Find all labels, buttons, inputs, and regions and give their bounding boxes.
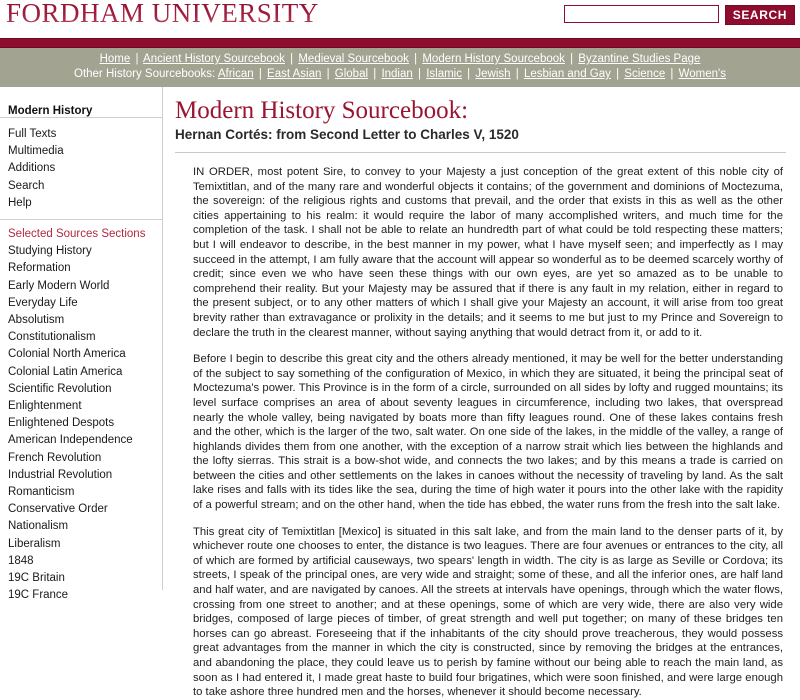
nav-separator: | xyxy=(616,68,620,80)
nav-separator: | xyxy=(373,68,377,80)
sidebar-item-19c-britain[interactable]: 19C Britain xyxy=(8,572,65,585)
nav-link-womens[interactable]: Women's xyxy=(678,68,726,80)
page-title: Modern History Sourcebook: xyxy=(175,97,469,124)
document-body xyxy=(175,165,786,700)
nav-link-home[interactable]: Home xyxy=(99,53,131,65)
sidebar-heading-selected-sources-sections: Selected Sources Sections xyxy=(8,228,146,241)
nav-link-modern-history-sourcebook[interactable]: Modern History Sourcebook xyxy=(422,53,565,65)
sidebar-item-conservative-order[interactable]: Conservative Order xyxy=(8,503,108,516)
sidebar-item-scientific-revolution[interactable]: Scientific Revolution xyxy=(8,382,112,395)
sidebar-item-multimedia[interactable]: Multimedia xyxy=(8,145,64,158)
nav-separator: | xyxy=(467,68,471,80)
nav-link-science[interactable]: Science xyxy=(624,68,666,80)
body-paragraph: Before I begin to describe this great city and the others already mentioned, it may be well for the better understanding of the subject to say something of the configuration of Mexico, in which they are situated, it being the principal seat of Moctezuma's power. This Province is in the form of a circle, surrounded on all sides by lofty and rugged mountains; its level surface comprises an area of about seventy leagues in circumference, including two lakes, that overspread nearly the whole valley, being navigated by boats more than fifty leagues round. One of these lakes contains fresh and the other, which is the larger of the two, salt water. On one side of the lakes, in the middle of the valley, a range of highlands divides them from one another, with the exception of a narrow strait which lies between the highlands and the lofty sierras. This strait is a bow-shot wide, and connects the two lakes; and by this means a trade is carried on between the cities and other settlements on the lakes in canoes without the necessity of traveling by land. As the salt lake rises and falls with its tides like the sea, during the time of high water it pours into the other lake with the rapidity of a powerful stream; and on the other hand, when the tide has ebbed, the water runs from the fresh into the salt lake. xyxy=(193,353,783,512)
page-subtitle: Hernan Cortés: from Second Letter to Charles V, 1520 xyxy=(175,127,519,142)
search-input[interactable] xyxy=(564,5,719,23)
masthead xyxy=(0,0,800,38)
nav-separator: | xyxy=(515,68,519,80)
maroon-rule xyxy=(0,38,800,48)
sidebar-item-constitutionalism[interactable]: Constitutionalism xyxy=(8,331,96,344)
nav-separator: | xyxy=(670,68,674,80)
sidebar-group-tools xyxy=(0,118,162,219)
nav-separator: | xyxy=(417,68,421,80)
sidebar-item-nationalism[interactable]: Nationalism xyxy=(8,520,69,533)
nav-link-east-asian[interactable]: East Asian xyxy=(267,68,322,80)
sidebar-item-studying-history[interactable]: Studying History xyxy=(8,245,92,258)
search-button[interactable]: SEARCH xyxy=(725,5,795,25)
nav-link-african[interactable]: African xyxy=(217,68,254,80)
sidebar-item-colonial-north-america[interactable]: Colonial North America xyxy=(8,348,126,361)
sidebar-item-enlightenment[interactable]: Enlightenment xyxy=(8,400,82,413)
nav-separator: | xyxy=(570,53,574,65)
nav-link-islamic[interactable]: Islamic xyxy=(426,68,462,80)
sidebar-item-romanticism[interactable]: Romanticism xyxy=(8,486,75,499)
sidebar-item-search[interactable]: Search xyxy=(8,179,45,192)
body-paragraph: IN ORDER, most potent Sire, to convey to your Majesty a just conception of the great extent of this noble city of Temixtitlan, and of the many rare and wonderful objects it contains; of the government and dominions of Moctezuma, the sovereign: of the religious rights and customs that prevail, and the order that exists in this as well as the other cities appertaining to his realm: it would require the labor of many accomplished writers, and much time for the completion of the task. I shall not be able to relate an hundredth part of what could be told respecting these matters; but I will endeavor to describe, in the best manner in my power, what I have myself seen; and imperfectly as I may succeed in the attempt, I am fully aware that the account will appear so wonderful as to be deemed scarcely worthy of credit; since even we who have seen these things with our own eyes, are yet so amazed as to be unable to comprehend their reality. But your Majesty may be assured that if there is any fault in my relation, either in regard to the present subject, or to any other matters of which I shall give your Majesty an account, it will arise from too great brevity rather than extravagance or prolixity in the details; and it seems to me but just to my Prince and Sovereign to declare the truth in the clearest manner, without saying anything that would detract from it, or add to it. xyxy=(193,166,783,339)
site-search xyxy=(564,5,795,25)
nav-separator: | xyxy=(290,53,294,65)
nav-link-medieval-sourcebook[interactable]: Medieval Sourcebook xyxy=(298,53,409,65)
title-rule xyxy=(175,152,786,153)
nav-separator: | xyxy=(414,53,418,65)
sidebar-item-reformation[interactable]: Reformation xyxy=(8,262,71,275)
sidebar-item-enlightened-despots[interactable]: Enlightened Despots xyxy=(8,417,115,430)
nav-link-lesbian-and-gay[interactable]: Lesbian and Gay xyxy=(523,68,611,80)
sidebar-group-sections xyxy=(0,220,162,611)
nav-link-indian[interactable]: Indian xyxy=(381,68,413,80)
sidebar-title: Modern History xyxy=(8,105,93,117)
sidebar xyxy=(0,87,163,602)
nav-separator: | xyxy=(135,53,139,65)
nav-link-jewish[interactable]: Jewish xyxy=(475,68,511,80)
nav-secondary-row xyxy=(0,67,800,82)
sidebar-item-everyday-life[interactable]: Everyday Life xyxy=(8,296,78,309)
nav-separator: | xyxy=(258,68,262,80)
nav-link-ancient-history-sourcebook[interactable]: Ancient History Sourcebook xyxy=(143,53,285,65)
sidebar-item-liberalism[interactable]: Liberalism xyxy=(8,537,61,550)
nav-secondary-label: Other History Sourcebooks: xyxy=(74,68,216,80)
nav-separator: | xyxy=(326,68,330,80)
sidebar-item-additions[interactable]: Additions xyxy=(8,162,56,175)
sidebar-item-american-independence[interactable]: American Independence xyxy=(8,434,133,447)
nav-link-global[interactable]: Global xyxy=(334,68,369,80)
sidebar-item-19c-france[interactable]: 19C France xyxy=(8,589,69,602)
nav-primary-row xyxy=(0,52,800,67)
main-content xyxy=(163,87,800,699)
sidebar-item-early-modern-world[interactable]: Early Modern World xyxy=(8,279,110,292)
body-paragraph: This great city of Temixtitlan [Mexico] is situated in this salt lake, and from the main land to the denser parts of it, by whichever route one chooses to enter, the distance is two leagues. There are four avenues or entrances to the city, all of which are formed by artificial causeways, two spears' length in width. The city is as large as Seville or Cordova; its streets, I speak of the principal ones, are very wide and straight; some of these, and all the inferior ones, are half land and half water, and are navigated by canoes. All the streets at intervals have openings, through which the water flows, crossing from one street to another; and at these openings, some of which are very wide, there are also very wide bridges, composed of large pieces of timber, of great strength and well put together; on many of these bridges ten horses can go abreast. Foreseeing that if the inhabitants of the city should prove treacherous, they would possess great advantages from the manner in which the city is constructed, since by removing the bridges at the entrances, and abandoning the place, they could leave us to perish by famine without our being able to reach the main land, as soon as I had entered it, I made great haste to build four brigatines, which were soon finished, and were large enough to take ashore three hundred men and the horses, whenever it should become necessary. xyxy=(193,525,783,699)
sidebar-item-french-revolution[interactable]: French Revolution xyxy=(8,451,102,464)
sidebar-item-absolutism[interactable]: Absolutism xyxy=(8,314,65,327)
sourcebook-nav xyxy=(0,48,800,87)
nav-link-byzantine-studies-page[interactable]: Byzantine Studies Page xyxy=(578,53,701,65)
sidebar-item-colonial-latin-america[interactable]: Colonial Latin America xyxy=(8,365,123,378)
site-brand: FORDHAM UNIVERSITY xyxy=(6,0,319,28)
page-columns xyxy=(0,87,800,699)
sidebar-item-1848[interactable]: 1848 xyxy=(8,554,34,567)
sidebar-item-full-texts[interactable]: Full Texts xyxy=(8,128,57,140)
sidebar-item-industrial-revolution[interactable]: Industrial Revolution xyxy=(8,468,113,481)
sidebar-item-help[interactable]: Help xyxy=(8,196,32,209)
